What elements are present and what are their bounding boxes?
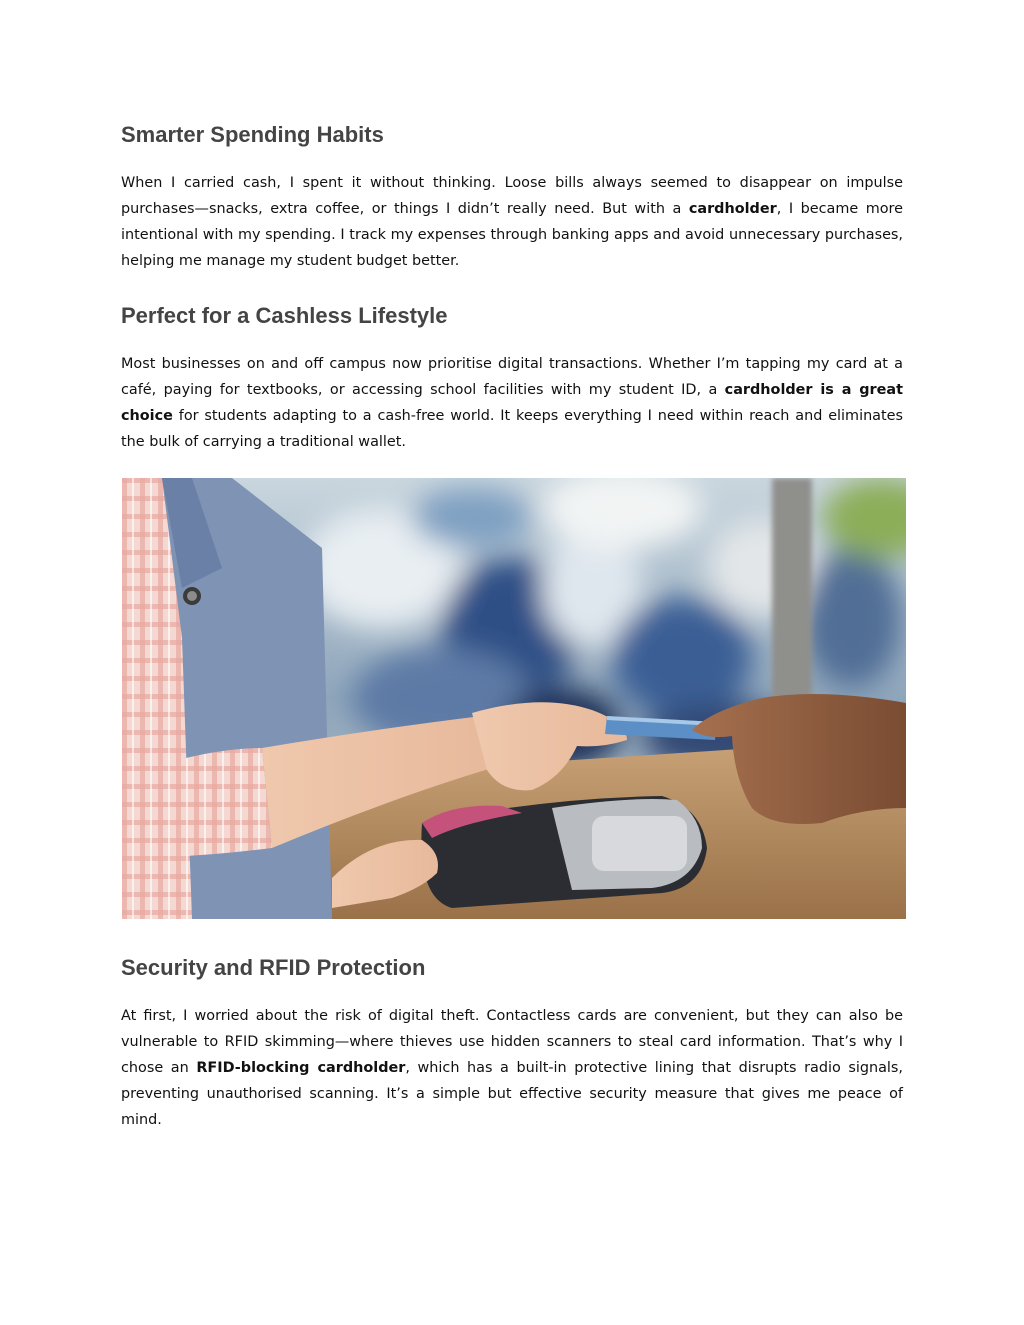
- card-payment-photo: [122, 478, 906, 919]
- paragraph-text: for students adapting to a cash-free world. It keeps everything I need within reach and eliminates the bulk of carrying a traditional wallet.: [121, 408, 903, 450]
- section-paragraph-spending: [121, 170, 903, 274]
- paragraph-bold-text: cardholder: [688, 201, 777, 217]
- section-paragraph-security: [121, 1003, 903, 1133]
- paragraph-text: , which has a built-in protective lining that disrupts radio signals, preventing unauthorised scanning. It’s a simple but effective security measure that gives me peace of mind.: [121, 1060, 903, 1128]
- section-heading-spending: Smarter Spending Habits: [121, 122, 384, 147]
- paragraph-bold-text: RFID-blocking cardholder: [196, 1060, 406, 1076]
- paragraph-text: When I carried cash, I spent it without thinking. Loose bills always seemed to disappear on impulse purchases—snacks, extra coffee, or things I didn’t really need. But with a: [121, 175, 903, 217]
- section-heading-cashless: Perfect for a Cashless Lifestyle: [121, 303, 448, 328]
- section-paragraph-cashless: [121, 351, 903, 455]
- paragraph-text: At first, I worried about the risk of digital theft. Contactless cards are convenient, but they can also be vulnerable to RFID skimming—where thieves use hidden scanners to steal card information. That’s why I chose an: [121, 1008, 903, 1076]
- section-heading-security: Security and RFID Protection: [121, 955, 426, 980]
- paragraph-text: , I became more intentional with my spending. I track my expenses through banking apps and avoid unnecessary purchases, helping me manage my student budget better.: [121, 201, 903, 269]
- paragraph-text: Most businesses on and off campus now prioritise digital transactions. Whether I’m tapping my card at a café, paying for textbooks, or accessing school facilities with my student ID, a: [121, 356, 903, 398]
- paragraph-bold-text: cardholder is a great choice: [121, 382, 903, 424]
